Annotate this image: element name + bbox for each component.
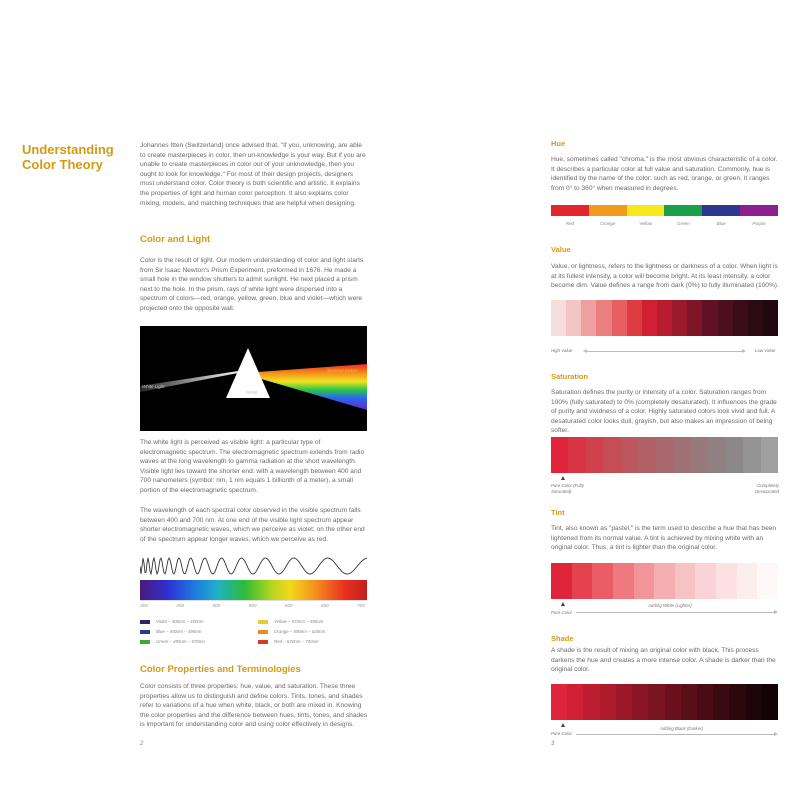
scale-tick-label: 650 — [320, 604, 329, 609]
tint-arrow-right — [774, 610, 778, 614]
saturation-swatch — [708, 437, 725, 473]
legend-item — [258, 629, 325, 634]
shade-swatch — [648, 684, 664, 720]
tint-swatch — [592, 563, 613, 599]
shade-swatch — [762, 684, 778, 720]
saturation-heading: Saturation — [551, 372, 589, 381]
value-swatch — [763, 300, 778, 336]
saturation-swatch — [568, 437, 585, 473]
legend-swatch — [140, 630, 150, 634]
value-arrow-right — [742, 349, 746, 353]
tint-swatch — [695, 563, 716, 599]
legend-label: Blue – 450nm – 495nm — [156, 629, 202, 634]
legend-label: Red – 620nm – 700nm — [274, 639, 319, 644]
shade-swatch — [551, 684, 567, 720]
saturation-marker — [561, 476, 565, 480]
shade-left-label: Pure Color — [551, 731, 572, 736]
shade-strip — [551, 684, 778, 720]
saturation-swatch — [603, 437, 620, 473]
shade-swatch — [567, 684, 583, 720]
wave-illustration — [140, 556, 367, 576]
page-number-right: 3 — [551, 741, 555, 747]
scale-tick-label: 500 — [212, 604, 221, 609]
saturation-left-label: Pure Color (Fully Saturated) — [551, 483, 584, 494]
shade-swatch — [729, 684, 745, 720]
saturation-swatch — [673, 437, 690, 473]
value-swatch — [657, 300, 672, 336]
value-swatch — [627, 300, 642, 336]
wavelength-scale — [140, 604, 367, 612]
legend-item — [258, 639, 319, 644]
scale-tick-label: 600 — [284, 604, 293, 609]
spectral-colors-label: Spectral Colors — [327, 368, 358, 373]
hue-paragraph: Hue, sometimes called "chroma," is the most obvious characteristic of a color. It describes a particular color at full value and saturation. Commonly, hue is identified by the name of the color: such as red, orange, or green. It ranges from 0° to 360° when measured in degrees. — [551, 156, 778, 192]
tint-heading: Tint — [551, 508, 565, 517]
legend-item — [140, 639, 205, 644]
legend-swatch — [140, 620, 150, 624]
saturation-swatch — [656, 437, 673, 473]
value-swatch — [748, 300, 763, 336]
color-properties-heading: Color Properties and Terminologies — [140, 664, 301, 675]
scale-tick-label: 700 — [357, 604, 366, 609]
shade-swatch — [632, 684, 648, 720]
value-swatch — [566, 300, 581, 336]
tint-swatch — [716, 563, 737, 599]
legend-label: Orange – 590nm – 620nm — [274, 629, 326, 634]
tint-right-label: Adding White (Lighter) — [648, 603, 692, 608]
shade-swatch — [616, 684, 632, 720]
legend-label: Violet – 400nm – 450nm — [156, 619, 204, 624]
hue-labels — [551, 221, 778, 227]
tint-arrow-line — [576, 612, 774, 613]
value-heading: Value — [551, 245, 571, 254]
legend-label: Yellow – 570nm – 590nm — [274, 619, 324, 624]
saturation-swatch — [621, 437, 638, 473]
value-left-label: High Value — [551, 348, 573, 353]
saturation-swatch — [743, 437, 760, 473]
value-swatch — [612, 300, 627, 336]
shade-paragraph: A shade is the result of mixing an original color with black. This process darkens the hue and creates a more intense color. A shade is darker than the original color. — [551, 647, 776, 674]
shade-right-label: Adding Black (Darker) — [660, 726, 703, 731]
page-title: Understanding Color Theory — [22, 142, 114, 172]
color-light-heading: Color and Light — [140, 234, 211, 245]
wave-line — [140, 558, 367, 574]
shade-swatch — [665, 684, 681, 720]
white-light-label: White Light — [142, 384, 165, 389]
value-swatch — [581, 300, 596, 336]
hue-swatch — [740, 205, 778, 216]
hue-label: Purple — [752, 221, 766, 226]
hue-label: Green — [677, 221, 690, 226]
hue-strip — [551, 205, 778, 216]
tint-paragraph: Tint, also known as "pastel," is the term used to describe a hue that has been lightened from its normal value. A tint is achieved by mixing white with an original color. Thus, a tint is lighter than the original color. — [551, 525, 777, 552]
value-swatch — [642, 300, 657, 336]
hue-label: Blue — [716, 221, 726, 226]
color-light-paragraph: Color is the result of light. Our modern understanding of color and light starts from Sir Isaac Newton's Prism Experiment, preformed in 1676. He made a small hole in the window shutters to admit sunlight. He next placed a prism next to the hole. In the prism, rays of white light were dispersed into a spectrum of colors—red, orange, yellow, green, blue and violet—which were projected onto the opposite wall. — [140, 257, 364, 312]
shade-swatch — [600, 684, 616, 720]
value-swatch — [596, 300, 611, 336]
legend-swatch — [258, 620, 268, 624]
legend-item — [140, 619, 204, 624]
shade-heading: Shade — [551, 634, 574, 643]
hue-swatch — [664, 205, 702, 216]
shade-swatch — [713, 684, 729, 720]
page-number-left: 2 — [140, 741, 144, 747]
prism-label: Prism — [246, 390, 258, 395]
value-swatch — [733, 300, 748, 336]
legend-swatch — [258, 640, 268, 644]
scale-tick-label: 450 — [176, 604, 185, 609]
hue-label: Orange — [600, 221, 616, 226]
saturation-strip — [551, 437, 778, 473]
tint-swatch — [757, 563, 778, 599]
wavelength-legend — [140, 619, 370, 649]
tint-swatch — [613, 563, 634, 599]
saturation-swatch — [638, 437, 655, 473]
legend-swatch — [258, 630, 268, 634]
shade-swatch — [746, 684, 762, 720]
scale-tick-label: 400 — [140, 604, 149, 609]
visible-light-paragraph: The white light is perceived as visible light: a particular type of electromagnetic spectrum. The electromagnetic spectrum extends from radio waves at the long wavelength to gamma radiation at the short wavelength. Visible light lies toward the shorter end: with a wavelength between 400 and 700 nanometers (symbol: nm, 1 nm equals 1 billionth of a meter), a small portion of the electromagnetic spectrum. — [140, 439, 365, 494]
color-properties-paragraph: Color consists of three properties: hue, value, and saturation. These three properties allow us to distinguish and define colors. Tints, tones, and shades refer to variations of a hue when white, black, or both are mixed in. Knowing the color properties and the difference between hues, tints, tones, and shades is important for understanding color and using color effectively in designs. — [140, 683, 368, 729]
legend-label: Green – 495nm – 570nm — [156, 639, 205, 644]
hue-swatch — [627, 205, 665, 216]
value-swatch — [672, 300, 687, 336]
tint-swatch — [634, 563, 655, 599]
value-arrow-left — [583, 349, 587, 353]
tint-strip — [551, 563, 778, 599]
hue-swatch — [589, 205, 627, 216]
prism-illustration — [140, 326, 367, 431]
hue-label: Yellow — [638, 221, 653, 226]
legend-item — [258, 619, 323, 624]
tint-swatch — [551, 563, 572, 599]
scale-line — [140, 600, 367, 601]
shade-marker — [561, 723, 565, 727]
hue-swatch — [702, 205, 740, 216]
hue-label: Red — [565, 221, 575, 226]
value-arrow-line — [586, 351, 742, 352]
saturation-swatch — [761, 437, 778, 473]
shade-swatch — [697, 684, 713, 720]
tint-left-label: Pure Color — [551, 610, 572, 615]
tint-swatch — [675, 563, 696, 599]
tint-swatch — [654, 563, 675, 599]
saturation-swatch — [586, 437, 603, 473]
tint-swatch — [737, 563, 758, 599]
value-swatch — [702, 300, 717, 336]
scale-tick-label: 550 — [248, 604, 257, 609]
value-paragraph: Value, or lightness, refers to the lightness or darkness of a color. When light is at its fullest intensity, a color will become bright. At its least intensity, a color become dim. Value defines a range from dark (0%) to fully illuminated (100%). — [551, 263, 779, 290]
wavelength-paragraph: The wavelength of each spectral color observed in the visible spectrum falls between 400 and 700 nm. At one end of the visible light spectrum appear shorter electromagnetic waves, which we perceive as violet; on the other end of the spectrum appear longer waves, which we perceive as red. — [140, 507, 365, 543]
shade-swatch — [681, 684, 697, 720]
shade-arrow-line — [576, 734, 774, 735]
value-swatch — [687, 300, 702, 336]
shade-swatch — [583, 684, 599, 720]
hue-heading: Hue — [551, 139, 566, 148]
hue-swatch — [551, 205, 589, 216]
saturation-paragraph: Saturation defines the purity or intensity of a color. Saturation ranges from 100% (fully saturated) to 0% (completely desaturated). It influences the grade of purity and vividness of a color. Highly saturated colors look vivid and full. A desaturated color looks dull, grayish, but also makes an impression of being softer. — [551, 389, 777, 435]
value-right-label: Low Value — [755, 348, 776, 353]
saturation-swatch — [691, 437, 708, 473]
tint-swatch — [572, 563, 593, 599]
legend-swatch — [140, 640, 150, 644]
value-strip — [551, 300, 778, 336]
value-swatch — [718, 300, 733, 336]
saturation-right-label: Completely Desaturated — [755, 483, 779, 494]
spectrum-bar — [140, 580, 367, 600]
shade-arrow-right — [774, 732, 778, 736]
tint-marker — [561, 602, 565, 606]
legend-item — [140, 629, 201, 634]
saturation-swatch — [551, 437, 568, 473]
intro-paragraph: Johannes Itten (Switzerland) once advised that, "If you, unknowing, are able to create masterpieces in color, then un-knowledge is your way. But if you are unable to create masterpieces in color out of your unknowledge, then you ought to look for knowledge." For most of their design projects, designers must understand color. Color theory is both scientific and artistic. It explains the properties of light and human color perception. It also explains color mixing, models, and matching techniques that are helpful when designing. — [140, 142, 366, 207]
value-swatch — [551, 300, 566, 336]
saturation-swatch — [726, 437, 743, 473]
